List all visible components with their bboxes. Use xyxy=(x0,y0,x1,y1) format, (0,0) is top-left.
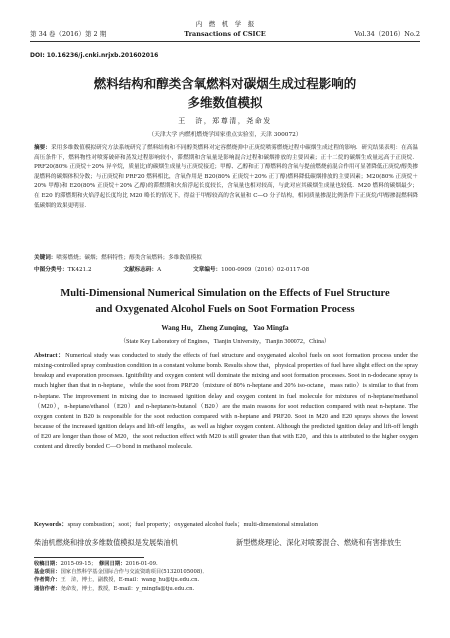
chinese-affiliation: （天津大学 内燃机燃烧学国家重点实验室，天津 300072） xyxy=(148,132,302,138)
english-title xyxy=(0,286,450,318)
fund-label: 基金项目： xyxy=(34,569,61,576)
clc-label: 中图分类号： xyxy=(34,267,68,273)
english-affiliation: （State Key Laboratory of Engines，Tianjin University，Tianjin 300072，China） xyxy=(119,338,331,345)
english-abstract xyxy=(34,351,418,453)
clc-value: TK421.2 xyxy=(67,267,92,273)
chinese-keywords-text: 喷雾燃烧；碳烟；燃料特性；醇类含氧燃料；多维数值模拟 xyxy=(56,255,202,261)
footnote-dates xyxy=(34,560,424,568)
chinese-abstract-text: 采用多维数值模拟研究方法系统研究了燃料结构和不同醇类燃料对定容燃烧弹中正庚烷喷雾燃烧过程中碳烟生成过程的影响．研究结果表明：在高温高压条件下，燃料物性对喷雾破碎和蒸发过程影响较小，滞燃期和含氧量是影响混合过程和碳烟排放的主要因素；正十二烷的碳烟生成量远高于正庚烷．PRF20(80% 正庚烷＋20% 异辛烷，质量比)的碳烟生成量与正庚烷接近；甲醇、乙醇和正丁醇燃料的含氧与提前燃烧前混合作用可显著降低正庚烷/醇类掺混燃料的碳烟体积分数；与正庚烷和 PRF20 燃料相比，含氧作用是 B20(80% 正庚烷＋20% 正丁醇)燃料降低碳烟排放的主要因素；M20(80% 正庚烷＋20% 甲醇)和 E20(80% 正庚烷＋20% 乙醇)的滞燃期和火焰浮起长度较长，含氧量也相对较高，与此对应其碳烟生成量也较低．M20 燃料的碳烟最少；在 E20 的滞燃期和火焰浮起长度均比 M20 略长的情况下，得益于甲醇较高的含氧量和 C—O 分子结构，相同质量掺混比例条件下正庚烷/甲醇掺混燃料降低碳烟的效果更明显． xyxy=(34,145,418,209)
doc-code-value: A xyxy=(157,267,162,273)
english-title-line-1: Multi-Dimensional Numerical Simulation on the Effects of Fuel Structure xyxy=(60,288,390,299)
author-text: 王 浒，博士，副教授，E-mail：wang_hu@tju.edu.cn. xyxy=(60,577,200,584)
article-no-value: 1000-0909（2016）02-0117-08 xyxy=(221,267,310,273)
header-journal-cn: 内 燃 机 学 报 xyxy=(195,20,255,28)
chinese-abstract-label: 摘要： xyxy=(34,145,51,151)
doi: DOI: 10.16236/j.cnki.nrjxb.201602016 xyxy=(30,52,159,59)
english-abstract-text: Numerical study was conducted to study the effects of fuel structure and oxygenated alcohol fuels on soot formation process under the mixing-controlled spray combustion condition in a constant volume bomb. Results show that，physical properties of fuel have slight effect on the spray breakup and evaporation processes. Ignitibility and oxygen content will dominate the mixing and soot formation processes. Soot in n-dodecane spray is much higher than that in n-heptane，while the soot from PRF20（mixture of 80% n-heptane and 20% iso-octane，mass ratio）is similar to that from n-heptane. The improvement in mixing due to increased ignition delay and oxygen content in fuel molecule for mixtures of n-heptane/methanol（M20），n-heptane/ethanol（E20）and n-heptane/n-butanol（B20）are the main reasons for soot reduction compared with neat n-heptane. The oxygen content in B20 is responsible for the soot reduction compared with n-heptane and PRF20. Soot in M20 and E20 sprays shows the lowest because of the increased ignition delays and lift-off lengths，as well as higher oxygen content. Although the predicted ignition delay and lift-off length of E20 are longer than those of M20，the soot reduction effect with M20 is still greater than that with E20，and this is attributed to the higher oxygen content and directly bonded C—O bond in methanol molecule. xyxy=(34,352,418,451)
footnote-corresponding xyxy=(34,585,424,593)
chinese-abstract xyxy=(34,144,418,211)
doc-code-label: 文献标志码： xyxy=(123,267,158,273)
corresponding-label: 通信作者： xyxy=(34,585,61,592)
chinese-keywords-label: 关键词： xyxy=(34,255,57,261)
header-volume: 第 34 卷（2016）第 2 期 xyxy=(30,30,107,38)
english-keywords-label: Keywords： xyxy=(34,521,68,528)
chinese-title xyxy=(0,74,450,112)
english-abstract-label: Abstract： xyxy=(34,352,66,359)
footnote-author xyxy=(34,576,424,584)
english-keywords xyxy=(34,519,418,528)
footnote-rule xyxy=(34,557,144,558)
english-title-line-2: and Oxygenated Alcohol Fuels on Soot Formation Process xyxy=(95,304,355,315)
chinese-title-line-2: 多维数值模拟 xyxy=(187,95,263,110)
revised-label: 修回日期： xyxy=(99,561,126,567)
header-journal-en: Transactions of CSICE xyxy=(184,30,266,38)
author-label: 作者简介： xyxy=(34,577,61,584)
fund-text: 国家自然科学基金国际合作与交流资助项目(51320105008)． xyxy=(60,569,208,576)
revised-date: 2016-01-09. xyxy=(125,561,158,567)
article-no-label: 文章编号： xyxy=(193,267,222,273)
header-volume-en: Vol.34（2016）No.2 xyxy=(354,30,420,38)
intro-left-column: 柴油机燃烧和排放多维数值模拟是发展柴油机 xyxy=(34,538,178,547)
chinese-authors: 王 浒，郑尊清，尧命发 xyxy=(178,117,272,125)
chinese-keywords xyxy=(34,254,418,263)
intro-right-column: 新型燃烧理论、深化对喷雾混合、燃烧和有害排放生 xyxy=(236,538,402,547)
english-keywords-text: spray combustion；soot；fuel property；oxygenated alcohol fuels；multi-dimensional simulation xyxy=(67,521,318,528)
english-authors: Wang Hu，Zheng Zunqing，Yao Mingfa xyxy=(161,324,289,332)
footnote-fund xyxy=(34,568,424,576)
received-label: 收稿日期： xyxy=(34,561,61,567)
received-date: 2015-09-15； xyxy=(60,561,94,567)
header-rule xyxy=(30,41,420,42)
corresponding-text: 尧命发，博士，教授，E-mail：y_mingfa@tju.edu.cn. xyxy=(60,585,195,592)
chinese-title-line-1: 燃料结构和醇类含氧燃料对碳烟生成过程影响的 xyxy=(93,76,357,91)
footnotes xyxy=(34,560,424,593)
classification-line xyxy=(34,265,418,273)
